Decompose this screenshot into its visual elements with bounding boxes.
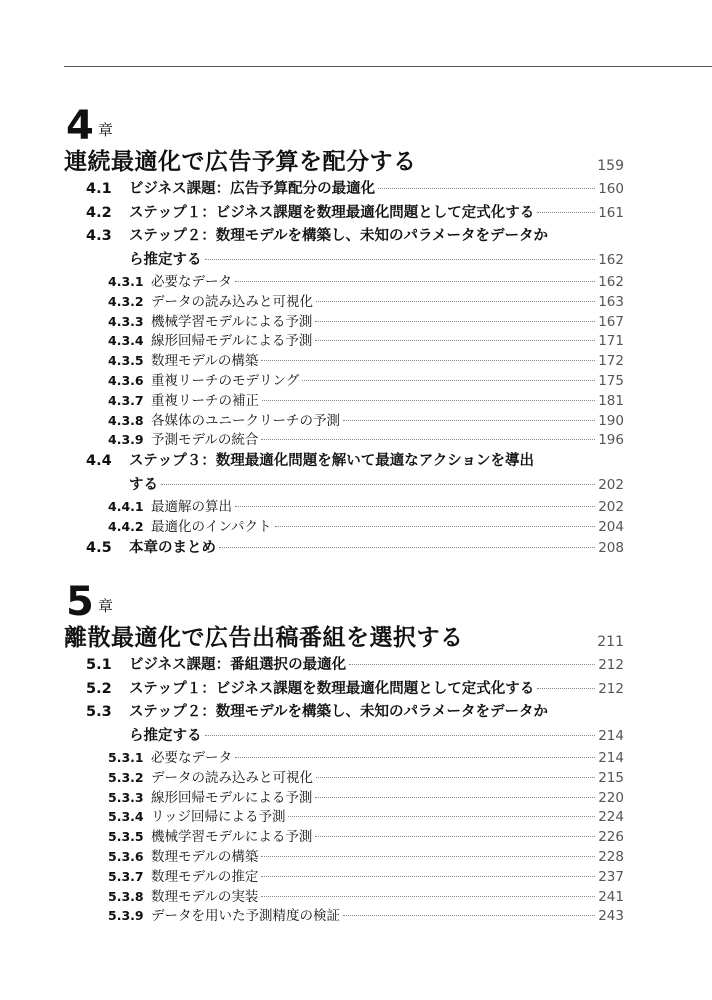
toc-subsection[interactable] xyxy=(64,847,624,867)
subsection-page: 226 xyxy=(598,829,624,846)
section-title: 本章のまとめ xyxy=(129,539,216,556)
top-rule xyxy=(64,66,712,67)
section-page: 214 xyxy=(598,727,624,744)
subsection-page: 162 xyxy=(598,274,624,290)
subsection-page: 190 xyxy=(598,412,624,429)
subsection-number: 5.3.5 xyxy=(108,829,144,845)
chapter-title-row[interactable] xyxy=(64,622,624,654)
chapter-heading xyxy=(64,579,624,625)
section-page: 160 xyxy=(598,181,624,197)
subsection-number: 5.3.9 xyxy=(108,908,144,924)
section-number: 5.3 xyxy=(86,704,112,720)
toc-subsection[interactable] xyxy=(64,331,624,351)
leader-dots xyxy=(261,360,595,361)
leader-dots xyxy=(219,547,595,548)
subsection-title: リッジ回帰による予測 xyxy=(151,809,286,826)
subsection-page: 214 xyxy=(598,750,624,766)
toc-section-continued[interactable] xyxy=(64,474,624,498)
section-title-continued: する xyxy=(129,476,158,493)
leader-dots xyxy=(275,526,596,527)
subsection-title: 重複リーチの補正 xyxy=(151,392,259,409)
subsection-page: 237 xyxy=(598,868,624,885)
toc-section[interactable] xyxy=(64,537,624,561)
section-title-continued: ら推定する xyxy=(129,251,202,268)
toc-subsection[interactable] xyxy=(64,497,624,517)
subsection-title: 機械学習モデルによる予測 xyxy=(151,829,313,846)
chapter-number: 4 xyxy=(66,103,94,149)
leader-dots xyxy=(205,259,596,260)
leader-dots xyxy=(349,664,595,665)
toc-subsection[interactable] xyxy=(64,827,624,847)
section-number: 5.2 xyxy=(86,680,112,697)
subsection-title: 数理モデルの構築 xyxy=(151,353,259,370)
section-page: 208 xyxy=(598,539,624,556)
section-title: ステップ１：ビジネス課題を数理最適化問題として定式化する xyxy=(129,680,535,697)
toc-section[interactable] xyxy=(64,178,624,202)
leader-dots xyxy=(378,188,595,189)
section-page: 162 xyxy=(598,251,624,268)
subsection-title: データの読み込みと可視化 xyxy=(151,769,313,786)
section-title: ビジネス課題：番組選択の最適化 xyxy=(129,657,347,673)
chapter-page: 211 xyxy=(597,634,624,650)
toc-subsection[interactable] xyxy=(64,292,624,312)
subsection-page: 224 xyxy=(598,809,624,826)
subsection-page: 204 xyxy=(598,518,624,535)
leader-dots xyxy=(288,816,595,817)
subsection-page: 215 xyxy=(598,769,624,786)
section-page: 161 xyxy=(598,204,624,221)
toc-subsection[interactable] xyxy=(64,517,624,537)
section-page: 212 xyxy=(598,657,624,673)
chapter-page: 159 xyxy=(597,158,624,174)
subsection-title: 数理モデルの実装 xyxy=(151,888,259,905)
subsection-number: 4.4.2 xyxy=(108,518,144,534)
subsection-number: 4.3.2 xyxy=(108,293,144,309)
subsection-page: 171 xyxy=(598,333,624,350)
toc-subsection[interactable] xyxy=(64,867,624,887)
section-title: ステップ２：数理モデルを構築し、未知のパラメータをデータか xyxy=(129,228,549,244)
subsection-page: 202 xyxy=(598,499,624,516)
subsection-number: 4.3.4 xyxy=(108,333,144,349)
subsection-number: 4.4.1 xyxy=(108,499,144,515)
chapter-label: 章 xyxy=(98,597,114,615)
toc-subsection[interactable] xyxy=(64,391,624,411)
subsection-page: 175 xyxy=(598,372,624,389)
leader-dots xyxy=(235,506,595,507)
leader-dots xyxy=(315,340,595,341)
subsection-number: 5.3.6 xyxy=(108,848,144,864)
toc-subsection[interactable] xyxy=(64,748,624,768)
leader-dots xyxy=(235,281,595,282)
section-title: ビジネス課題：広告予算配分の最適化 xyxy=(129,181,376,197)
toc-section[interactable] xyxy=(64,202,624,226)
section-page: 212 xyxy=(598,680,624,697)
toc-subsection[interactable] xyxy=(64,312,624,332)
subsection-number: 5.3.8 xyxy=(108,888,144,904)
toc-subsection[interactable] xyxy=(64,887,624,907)
leader-dots xyxy=(161,484,595,485)
toc-subsection[interactable] xyxy=(64,411,624,431)
subsection-number: 5.3.4 xyxy=(108,809,144,825)
subsection-title: 数理モデルの構築 xyxy=(151,848,259,865)
leader-dots xyxy=(315,321,595,322)
section-number: 4.1 xyxy=(86,181,112,197)
section-number: 4.2 xyxy=(86,204,112,221)
leader-dots xyxy=(261,856,595,857)
subsection-number: 5.3.7 xyxy=(108,868,144,884)
subsection-number: 4.3.3 xyxy=(108,313,144,329)
section-title-continued: ら推定する xyxy=(129,727,202,744)
subsection-number: 5.3.1 xyxy=(108,750,144,765)
section-number: 4.3 xyxy=(86,228,112,244)
subsection-number: 5.3.3 xyxy=(108,789,144,805)
toc-subsection[interactable] xyxy=(64,371,624,391)
chapter-title: 連続最適化で広告予算を配分する xyxy=(64,149,417,175)
subsection-number: 4.3.7 xyxy=(108,392,144,408)
toc-subsection[interactable] xyxy=(64,906,624,926)
toc-subsection[interactable] xyxy=(64,807,624,827)
subsection-page: 220 xyxy=(598,789,624,806)
chapter-number: 5 xyxy=(66,579,94,625)
toc-section-continued[interactable] xyxy=(64,249,624,273)
subsection-title: 最適化のインパクト xyxy=(151,518,272,535)
subsection-title: 数理モデルの推定 xyxy=(151,868,259,885)
leader-dots xyxy=(262,400,595,401)
subsection-title: データを用いた予測精度の検証 xyxy=(151,908,340,925)
leader-dots xyxy=(343,420,595,421)
subsection-title: 必要なデータ xyxy=(151,750,232,766)
subsection-number: 5.3.2 xyxy=(108,769,144,785)
chapter-4 xyxy=(64,103,624,560)
chapter-heading xyxy=(64,103,624,149)
chapter-label: 章 xyxy=(98,121,114,139)
subsection-title: 線形回帰モデルによる予測 xyxy=(151,789,313,806)
leader-dots xyxy=(261,439,595,440)
toc-section[interactable] xyxy=(64,678,624,702)
toc-subsection[interactable] xyxy=(64,351,624,371)
chapter-title-row[interactable] xyxy=(64,146,624,178)
toc-subsection[interactable] xyxy=(64,272,624,292)
subsection-page: 172 xyxy=(598,353,624,370)
subsection-title: 予測モデルの統合 xyxy=(151,432,259,449)
leader-dots xyxy=(302,380,595,381)
subsection-page: 167 xyxy=(598,313,624,330)
leader-dots xyxy=(261,896,595,897)
leader-dots xyxy=(537,212,595,213)
leader-dots xyxy=(315,797,595,798)
toc-subsection[interactable] xyxy=(64,788,624,808)
subsection-page: 228 xyxy=(598,848,624,865)
subsection-number: 4.3.5 xyxy=(108,353,144,369)
leader-dots xyxy=(537,688,595,689)
section-number: 4.5 xyxy=(86,539,112,556)
section-title: ステップ２：数理モデルを構築し、未知のパラメータをデータか xyxy=(129,704,549,720)
subsection-title: 各媒体のユニークリーチの予測 xyxy=(151,412,340,429)
subsection-page: 243 xyxy=(598,908,624,925)
subsection-title: 必要なデータ xyxy=(151,274,232,290)
subsection-number: 4.3.1 xyxy=(108,274,144,289)
subsection-title: 重複リーチのモデリング xyxy=(151,372,300,389)
subsection-number: 4.3.9 xyxy=(108,432,144,448)
toc-subsection[interactable] xyxy=(64,430,624,450)
subsection-page: 181 xyxy=(598,392,624,409)
chapter-5 xyxy=(64,579,624,926)
subsection-page: 241 xyxy=(598,888,624,905)
subsection-page: 196 xyxy=(598,432,624,449)
toc-section[interactable] xyxy=(64,701,624,725)
leader-dots xyxy=(316,777,595,778)
toc-section[interactable] xyxy=(64,450,624,474)
toc-section[interactable] xyxy=(64,654,624,678)
section-number: 4.4 xyxy=(86,453,112,470)
subsection-page: 163 xyxy=(598,293,624,310)
leader-dots xyxy=(343,915,595,916)
toc-subsection[interactable] xyxy=(64,768,624,788)
section-title: ステップ３：数理最適化問題を解いて最適なアクションを導出 xyxy=(129,453,534,470)
subsection-title: 最適解の算出 xyxy=(151,499,232,516)
subsection-number: 4.3.8 xyxy=(108,412,144,428)
leader-dots xyxy=(316,301,595,302)
leader-dots xyxy=(205,735,596,736)
leader-dots xyxy=(315,836,595,837)
toc-section[interactable] xyxy=(64,225,624,249)
toc-section-continued[interactable] xyxy=(64,725,624,749)
section-page: 202 xyxy=(598,476,624,493)
leader-dots xyxy=(261,876,595,877)
chapter-title: 離散最適化で広告出稿番組を選択する xyxy=(64,625,464,651)
subsection-title: データの読み込みと可視化 xyxy=(151,293,313,310)
subsection-title: 線形回帰モデルによる予測 xyxy=(151,333,313,350)
leader-dots xyxy=(235,757,595,758)
section-title: ステップ１：ビジネス課題を数理最適化問題として定式化する xyxy=(129,204,535,221)
subsection-title: 機械学習モデルによる予測 xyxy=(151,313,313,330)
subsection-number: 4.3.6 xyxy=(108,372,144,388)
section-number: 5.1 xyxy=(86,657,112,673)
